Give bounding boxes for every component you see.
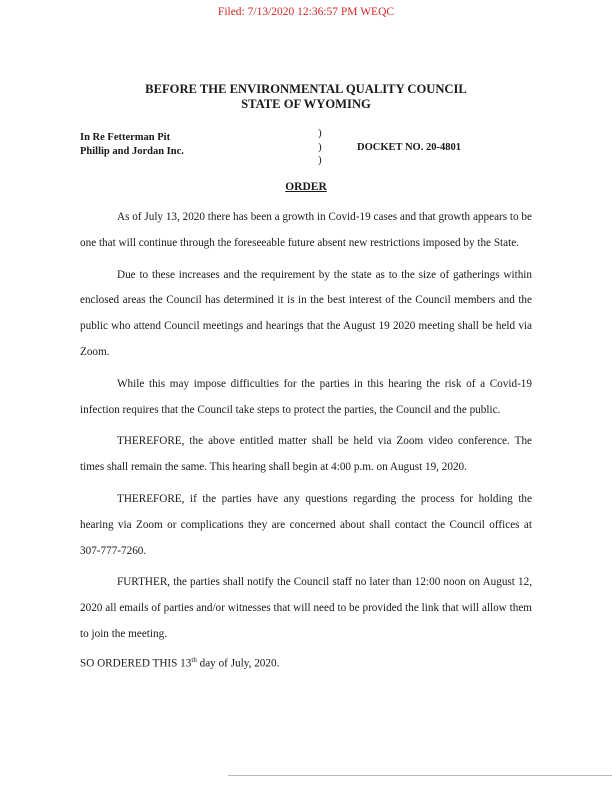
paragraph-hearing-time: THEREFORE, the above entitled matter shall be held via Zoom video conference. The times shall remain the same. This hearing shall begin at 4:00 p.m. on August 19, 2020.	[80, 435, 532, 474]
order-body	[80, 205, 532, 648]
case-caption	[80, 131, 184, 159]
heading-state: STATE OF WYOMING	[241, 97, 371, 111]
paragraph-zoom-decision: Due to these increases and the requirement by the state as to the size of gatherings within enclosed areas the Council has determined it is in the best interest of the Council members and the public who attend Council meetings and hearings that the August 19 2020 meeting shall be held via Zoom.	[80, 268, 532, 358]
case-party: Phillip and Jordan Inc.	[80, 146, 184, 157]
document-heading	[0, 82, 612, 112]
order-title: ORDER	[285, 181, 327, 193]
docket-number: DOCKET NO. 20-4801	[357, 142, 461, 153]
paragraph-covid-growth: As of July 13, 2020 there has been a growth in Covid-19 cases and that growth appears to be one that will continue through the foreseeable future absent new restrictions imposed by the State.	[80, 211, 532, 249]
so-ordered-line	[80, 656, 279, 670]
filed-stamp: Filed: 7/13/2020 12:36:57 PM WEQC	[217, 6, 395, 18]
footer-rule	[228, 775, 612, 776]
heading-council: BEFORE THE ENVIRONMENTAL QUALITY COUNCIL	[145, 82, 467, 96]
paragraph-notify: FURTHER, the parties shall notify the Council staff no later than 12:00 noon on August 12, 2020 all emails of parties and/or witnesses that will need to be provided the link that will allow them to join the meeting.	[80, 576, 532, 640]
so-ordered-suffix: day of July, 2020.	[196, 657, 280, 670]
paragraph-contact: THEREFORE, if the parties have any questions regarding the process for holding the hearing via Zoom or complications they are concerned about shall contact the Council offices at 307-777-7260.	[80, 492, 532, 557]
so-ordered-prefix: SO ORDERED THIS 13	[80, 657, 192, 670]
case-name: In Re Fetterman Pit	[80, 132, 171, 143]
caption-parentheses: ) ) )	[318, 127, 322, 166]
paragraph-risk: While this may impose difficulties for the parties in this hearing the risk of a Covid-19 infection requires that the Council take steps to protect the parties, the Council and the public.	[80, 377, 532, 416]
so-ordered-superscript: th	[191, 656, 197, 664]
